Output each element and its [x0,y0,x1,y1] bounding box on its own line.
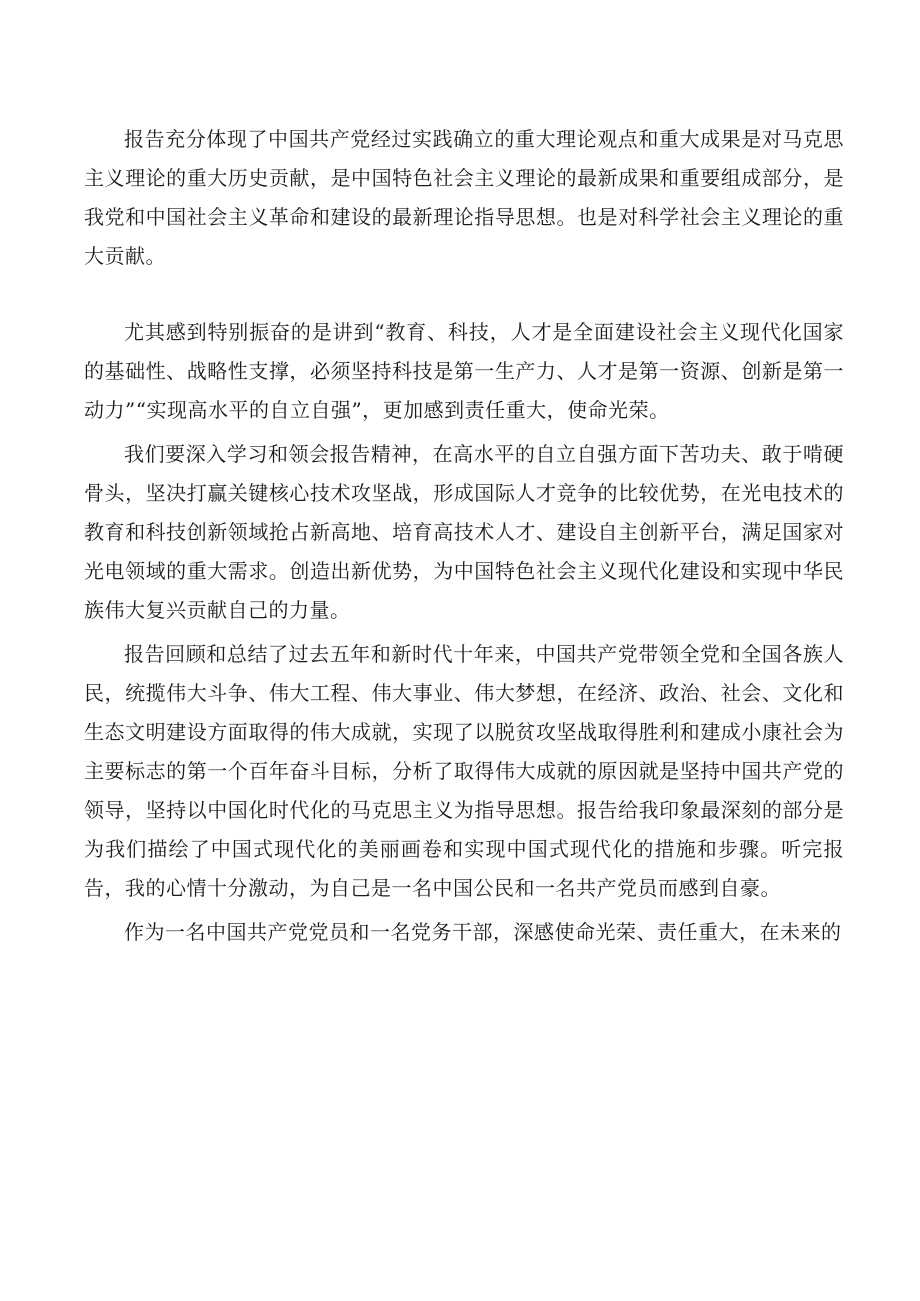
paragraph-4: 报告回顾和总结了过去五年和新时代十年来，中国共产党带领全党和全国各族人民，统揽伟大斗争、伟大工程、伟大事业、伟大梦想，在经济、政治、社会、文化和生态文明建设方面取得的伟大成就，实现了以脱贫攻坚战取得胜利和建成小康社会为主要标志的第一个百年奋斗目标，分析了取得伟大成就的原因就是坚持中国共产党的领导，坚持以中国化时代化的马克思主义为指导思想。报告给我印象最深刻的部分是为我们描绘了中国式现代化的美丽画卷和实现中国式现代化的措施和步骤。听完报告，我的心情十分激动，为自己是一名中国公民和一名共产党员而感到自豪。 [84,642,844,900]
paragraph-2: 尤其感到特别振奋的是讲到“教育、科技，人才是全面建设社会主义现代化国家的基础性、战略性支撑，必须坚持科技是第一生产力、人才是第一资源、创新是第一动力”“实现高水平的自立自强”，更加感到责任重大，使命光荣。 [84,320,844,422]
paragraph-5: 作为一名中国共产党党员和一名党务干部，深感使命光荣、责任重大，在未来的 [124,920,842,944]
paragraph-3: 我们要深入学习和领会报告精神，在高水平的自立自强方面下苦功夫、敢于啃硬骨头，坚决打赢关键核心技术攻坚战，形成国际人才竞争的比较优势，在光电技术的教育和科技创新领域抢占新高地、培育高技术人才、建设自主创新平台，满足国家对光电领域的重大需求。创造出新优势，为中国特色社会主义现代化建设和实现中华民族伟大复兴贡献自己的力量。 [84,442,844,622]
document-body [84,120,844,952]
paragraph-1: 报告充分体现了中国共产党经过实践确立的重大理论观点和重大成果是对马克思主义理论的重大历史贡献，是中国特色社会主义理论的最新成果和重要组成部分，是我党和中国社会主义革命和建设的最新理论指导思想。也是对科学社会主义理论的重大贡献。 [84,127,844,268]
